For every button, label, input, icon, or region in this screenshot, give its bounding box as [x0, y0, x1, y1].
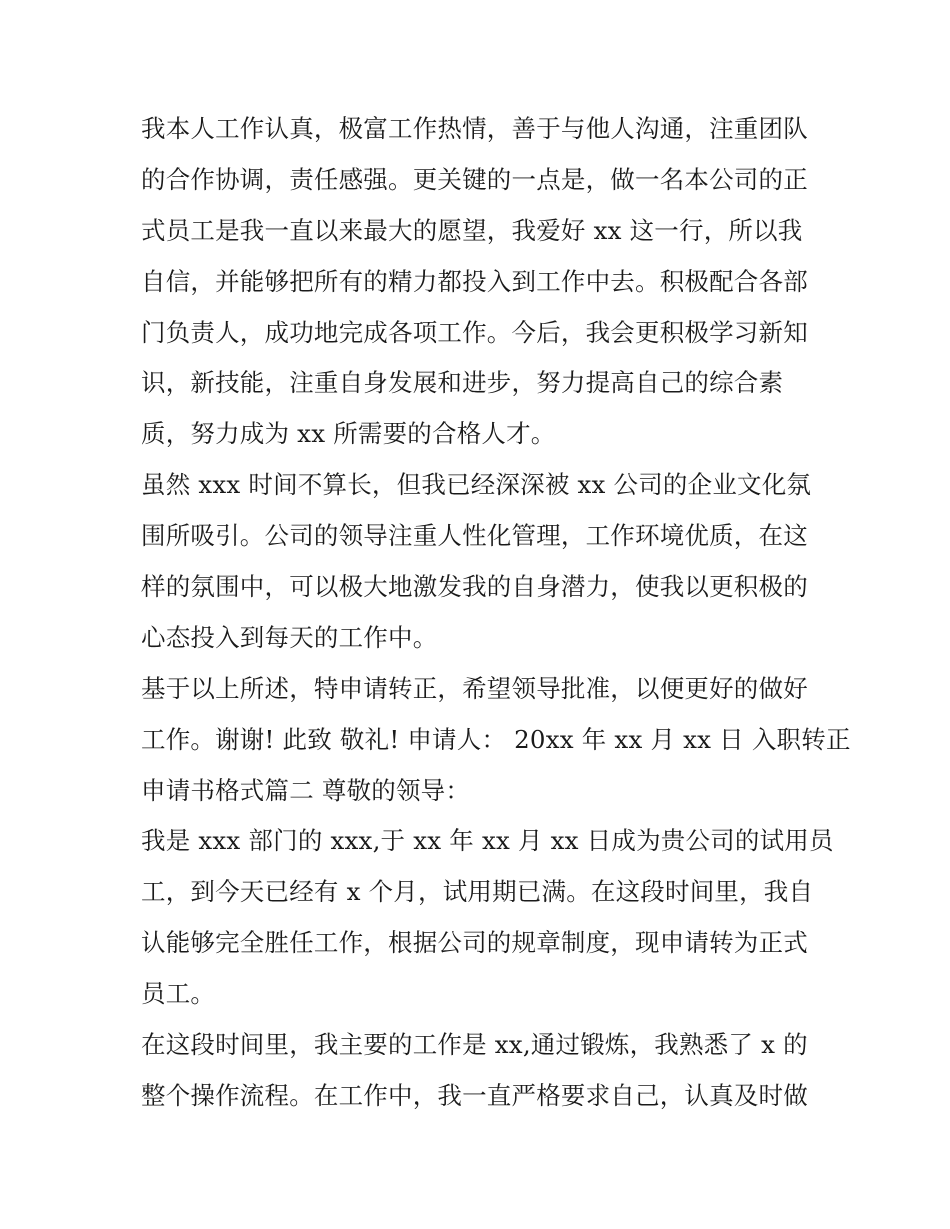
text-line: 自信，并能够把所有的精力都投入到工作中去。积极配合各部: [141, 266, 808, 296]
text-line: 质，努力成为 xx 所需要的合格人才。: [141, 419, 556, 449]
text-line: 我本人工作认真，极富工作热情，善于与他人沟通，注重团队: [141, 114, 808, 143]
text-line: 样的氛围中，可以极大地激发我的自身潜力，使我以更积极的: [141, 572, 808, 602]
text-line: 认能够完全胜任工作，根据公司的规章制度，现申请转为正式: [141, 928, 808, 958]
text-line: 我是 xxx 部门的 xxx,于 xx 年 xx 月 xx 日成为贵公司的试用员: [141, 826, 834, 856]
text-line: 围所吸引。公司的领导注重人性化管理，工作环境优质，在这: [141, 521, 808, 551]
document-body: [141, 104, 851, 1122]
text-line: 心态投入到每天的工作中。: [141, 622, 438, 652]
text-line: 虽然 xxx 时间不算长，但我已经深深被 xx 公司的企业文化氛: [141, 470, 812, 500]
text-line: 申请书格式篇二 尊敬的领导：: [141, 775, 471, 805]
text-line: 式员工是我一直以来最大的愿望，我爱好 xx 这一行，所以我: [141, 215, 803, 245]
text-line: 整个操作流程。在工作中，我一直严格要求自己，认真及时做: [141, 1080, 808, 1110]
text-line: 识，新技能，注重自身发展和进步，努力提高自己的综合素: [141, 368, 784, 398]
text-line: 的合作协调，责任感强。更关键的一点是，做一名本公司的正: [141, 164, 808, 194]
text-line: 基于以上所述，特申请转正，希望领导批准，以便更好的做好: [141, 673, 808, 703]
text-line: 在这段时间里，我主要的工作是 xx,通过锻炼，我熟悉了 x 的: [141, 1030, 808, 1060]
text-line: 工作。谢谢! 此致 敬礼! 申请人： 20xx 年 xx 月 xx 日 入职转正: [141, 724, 851, 754]
text-line: 工，到今天已经有 x 个月，试用期已满。在这段时间里，我自: [141, 877, 814, 907]
text-line: 员工。: [141, 979, 216, 1009]
text-line: 门负责人，成功地完成各项工作。今后，我会更积极学习新知: [141, 317, 808, 347]
